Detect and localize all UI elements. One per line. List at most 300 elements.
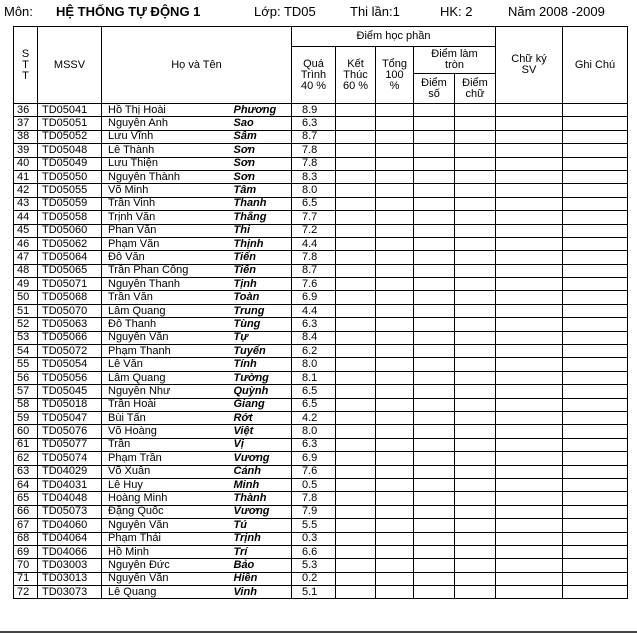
table-row bbox=[14, 572, 628, 585]
row-rounded-number bbox=[414, 104, 455, 117]
row-rounded-word bbox=[455, 572, 496, 585]
row-given-name: Quỳnh bbox=[232, 385, 292, 398]
row-signature bbox=[496, 278, 563, 291]
row-rounded-word bbox=[455, 358, 496, 371]
row-process-score: 8.1 bbox=[292, 371, 336, 384]
row-note bbox=[563, 157, 628, 170]
row-process-score: 4.4 bbox=[292, 237, 336, 250]
row-process-score: 6.3 bbox=[292, 117, 336, 130]
table-row bbox=[14, 264, 628, 277]
table-row bbox=[14, 318, 628, 331]
row-given-name: Minh bbox=[232, 478, 292, 491]
row-note bbox=[563, 345, 628, 358]
row-stt: 39 bbox=[14, 144, 38, 157]
row-note bbox=[563, 197, 628, 210]
row-given-name: Thịnh bbox=[232, 237, 292, 250]
row-rounded-word bbox=[455, 144, 496, 157]
row-final-score bbox=[336, 572, 376, 585]
row-mssv: TD05048 bbox=[38, 144, 102, 157]
row-signature bbox=[496, 411, 563, 424]
row-process-score: 8.0 bbox=[292, 425, 336, 438]
row-mssv: TD05064 bbox=[38, 251, 102, 264]
row-given-name: Vương bbox=[232, 452, 292, 465]
row-note bbox=[563, 478, 628, 491]
row-signature bbox=[496, 505, 563, 518]
row-given-name: Hiền bbox=[232, 572, 292, 585]
row-rounded-number bbox=[414, 144, 455, 157]
row-stt: 45 bbox=[14, 224, 38, 237]
row-total-score bbox=[376, 572, 414, 585]
row-note bbox=[563, 331, 628, 344]
col-process-header: Quá Trình 40 % bbox=[292, 47, 336, 104]
row-signature bbox=[496, 586, 563, 599]
row-surname: Lê Quang bbox=[102, 586, 232, 599]
row-rounded-number bbox=[414, 572, 455, 585]
row-mssv: TD03003 bbox=[38, 559, 102, 572]
row-mssv: TD05051 bbox=[38, 117, 102, 130]
row-rounded-word bbox=[455, 559, 496, 572]
row-rounded-word bbox=[455, 478, 496, 491]
table-row bbox=[14, 157, 628, 170]
row-rounded-word bbox=[455, 438, 496, 451]
row-signature bbox=[496, 170, 563, 183]
row-process-score: 6.5 bbox=[292, 197, 336, 210]
row-note bbox=[563, 519, 628, 532]
row-rounded-word bbox=[455, 586, 496, 599]
row-process-score: 8.9 bbox=[292, 104, 336, 117]
row-final-score bbox=[336, 545, 376, 558]
row-total-score bbox=[376, 264, 414, 277]
row-total-score bbox=[376, 318, 414, 331]
row-total-score bbox=[376, 170, 414, 183]
row-note bbox=[563, 425, 628, 438]
row-given-name: Sơn bbox=[232, 170, 292, 183]
row-rounded-number bbox=[414, 452, 455, 465]
row-signature bbox=[496, 452, 563, 465]
row-rounded-number bbox=[414, 345, 455, 358]
row-given-name: Sâm bbox=[232, 130, 292, 143]
row-signature bbox=[496, 398, 563, 411]
table-row bbox=[14, 331, 628, 344]
row-rounded-word bbox=[455, 345, 496, 358]
table-row bbox=[14, 559, 628, 572]
row-signature bbox=[496, 492, 563, 505]
row-total-score bbox=[376, 224, 414, 237]
row-mssv: TD05049 bbox=[38, 157, 102, 170]
exam-label: Thi lần:1 bbox=[350, 4, 400, 19]
col-rounded-number-header: Điểm số bbox=[414, 74, 455, 104]
row-rounded-word bbox=[455, 371, 496, 384]
row-process-score: 4.4 bbox=[292, 304, 336, 317]
row-total-score bbox=[376, 104, 414, 117]
row-stt: 47 bbox=[14, 251, 38, 264]
table-row bbox=[14, 371, 628, 384]
row-rounded-word bbox=[455, 170, 496, 183]
row-mssv: TD05045 bbox=[38, 385, 102, 398]
row-mssv: TD05059 bbox=[38, 197, 102, 210]
row-stt: 41 bbox=[14, 170, 38, 183]
row-mssv: TD04029 bbox=[38, 465, 102, 478]
row-stt: 62 bbox=[14, 452, 38, 465]
row-final-score bbox=[336, 117, 376, 130]
row-total-score bbox=[376, 197, 414, 210]
row-rounded-number bbox=[414, 532, 455, 545]
row-rounded-word bbox=[455, 505, 496, 518]
row-given-name: Tường bbox=[232, 371, 292, 384]
row-note bbox=[563, 318, 628, 331]
row-stt: 38 bbox=[14, 130, 38, 143]
row-note bbox=[563, 398, 628, 411]
row-total-score bbox=[376, 157, 414, 170]
row-total-score bbox=[376, 184, 414, 197]
row-surname: Hồ Minh bbox=[102, 545, 232, 558]
row-final-score bbox=[336, 224, 376, 237]
row-surname: Lê Huy bbox=[102, 478, 232, 491]
row-stt: 37 bbox=[14, 117, 38, 130]
row-given-name: Rớt bbox=[232, 411, 292, 424]
row-given-name: Thi bbox=[232, 224, 292, 237]
class-label: Lớp: TD05 bbox=[254, 4, 316, 19]
row-rounded-number bbox=[414, 157, 455, 170]
row-given-name: Tiến bbox=[232, 251, 292, 264]
row-final-score bbox=[336, 438, 376, 451]
row-given-name: Phương bbox=[232, 104, 292, 117]
row-surname: Đỗ Thanh bbox=[102, 318, 232, 331]
row-mssv: TD04031 bbox=[38, 478, 102, 491]
row-surname: Lâm Quang bbox=[102, 304, 232, 317]
table-row bbox=[14, 197, 628, 210]
row-mssv: TD05047 bbox=[38, 411, 102, 424]
row-signature bbox=[496, 425, 563, 438]
row-signature bbox=[496, 318, 563, 331]
row-mssv: TD05018 bbox=[38, 398, 102, 411]
row-total-score bbox=[376, 144, 414, 157]
row-note bbox=[563, 559, 628, 572]
row-rounded-number bbox=[414, 586, 455, 599]
row-rounded-number bbox=[414, 545, 455, 558]
row-surname: Phạm Văn bbox=[102, 237, 232, 250]
row-rounded-number bbox=[414, 398, 455, 411]
table-row bbox=[14, 104, 628, 117]
row-mssv: TD05058 bbox=[38, 211, 102, 224]
row-rounded-number bbox=[414, 411, 455, 424]
table-row bbox=[14, 438, 628, 451]
row-rounded-word bbox=[455, 237, 496, 250]
row-stt: 72 bbox=[14, 586, 38, 599]
row-process-score: 6.5 bbox=[292, 385, 336, 398]
row-signature bbox=[496, 304, 563, 317]
row-surname: Lưu Thiện bbox=[102, 157, 232, 170]
row-rounded-word bbox=[455, 130, 496, 143]
row-process-score: 7.8 bbox=[292, 251, 336, 264]
row-signature bbox=[496, 465, 563, 478]
row-mssv: TD05066 bbox=[38, 331, 102, 344]
table-row bbox=[14, 411, 628, 424]
semester-label: HK: 2 bbox=[440, 4, 473, 19]
row-stt: 56 bbox=[14, 371, 38, 384]
row-final-score bbox=[336, 478, 376, 491]
row-note bbox=[563, 211, 628, 224]
row-total-score bbox=[376, 117, 414, 130]
row-process-score: 8.0 bbox=[292, 184, 336, 197]
table-row bbox=[14, 170, 628, 183]
table-row bbox=[14, 144, 628, 157]
row-surname: Nguyễn Như bbox=[102, 385, 232, 398]
col-note-header: Ghi Chú bbox=[563, 27, 628, 104]
row-surname: Lưu Vĩnh bbox=[102, 130, 232, 143]
row-signature bbox=[496, 519, 563, 532]
row-process-score: 8.4 bbox=[292, 331, 336, 344]
row-surname: Nguyễn Văn bbox=[102, 519, 232, 532]
row-final-score bbox=[336, 559, 376, 572]
row-note bbox=[563, 144, 628, 157]
row-given-name: Vinh bbox=[232, 586, 292, 599]
row-mssv: TD04060 bbox=[38, 519, 102, 532]
row-signature bbox=[496, 104, 563, 117]
row-rounded-word bbox=[455, 157, 496, 170]
row-mssv: TD04064 bbox=[38, 532, 102, 545]
row-process-score: 8.0 bbox=[292, 358, 336, 371]
row-note bbox=[563, 291, 628, 304]
table-row bbox=[14, 425, 628, 438]
table-row bbox=[14, 492, 628, 505]
grade-table bbox=[13, 26, 628, 599]
col-rounded-group-header: Điểm làm tròn bbox=[414, 47, 496, 74]
row-note bbox=[563, 545, 628, 558]
row-signature bbox=[496, 264, 563, 277]
table-row bbox=[14, 385, 628, 398]
row-surname: Hồ Thị Hoài bbox=[102, 104, 232, 117]
row-given-name: Sơn bbox=[232, 157, 292, 170]
document-header bbox=[0, 0, 637, 24]
row-final-score bbox=[336, 532, 376, 545]
row-total-score bbox=[376, 452, 414, 465]
row-process-score: 7.6 bbox=[292, 278, 336, 291]
row-process-score: 8.7 bbox=[292, 130, 336, 143]
row-mssv: TD05070 bbox=[38, 304, 102, 317]
row-rounded-word bbox=[455, 385, 496, 398]
row-process-score: 7.9 bbox=[292, 505, 336, 518]
row-stt: 42 bbox=[14, 184, 38, 197]
row-note bbox=[563, 385, 628, 398]
row-surname: Phạm Thái bbox=[102, 532, 232, 545]
row-stt: 44 bbox=[14, 211, 38, 224]
row-note bbox=[563, 224, 628, 237]
row-surname: Nguyễn Thành bbox=[102, 170, 232, 183]
row-surname: Hoàng Minh bbox=[102, 492, 232, 505]
row-surname: Trần Phan Công bbox=[102, 264, 232, 277]
row-rounded-word bbox=[455, 117, 496, 130]
table-row bbox=[14, 345, 628, 358]
row-mssv: TD05041 bbox=[38, 104, 102, 117]
row-total-score bbox=[376, 492, 414, 505]
row-note bbox=[563, 117, 628, 130]
row-rounded-word bbox=[455, 197, 496, 210]
row-total-score bbox=[376, 211, 414, 224]
row-final-score bbox=[336, 505, 376, 518]
row-given-name: Tú bbox=[232, 519, 292, 532]
row-process-score: 7.8 bbox=[292, 144, 336, 157]
row-total-score bbox=[376, 532, 414, 545]
row-given-name: Vị bbox=[232, 438, 292, 451]
row-mssv: TD04066 bbox=[38, 545, 102, 558]
row-rounded-word bbox=[455, 224, 496, 237]
row-mssv: TD05062 bbox=[38, 237, 102, 250]
row-total-score bbox=[376, 345, 414, 358]
row-stt: 48 bbox=[14, 264, 38, 277]
row-mssv: TD05060 bbox=[38, 224, 102, 237]
row-final-score bbox=[336, 184, 376, 197]
row-rounded-number bbox=[414, 505, 455, 518]
row-signature bbox=[496, 197, 563, 210]
row-signature bbox=[496, 291, 563, 304]
row-signature bbox=[496, 117, 563, 130]
row-process-score: 6.5 bbox=[292, 398, 336, 411]
row-final-score bbox=[336, 144, 376, 157]
row-surname: Trần Văn bbox=[102, 291, 232, 304]
row-surname: Trịnh Văn bbox=[102, 211, 232, 224]
row-total-score bbox=[376, 545, 414, 558]
row-note bbox=[563, 371, 628, 384]
row-note bbox=[563, 264, 628, 277]
row-note bbox=[563, 532, 628, 545]
row-surname: Nguyễn Đức bbox=[102, 559, 232, 572]
col-mssv-header: MSSV bbox=[38, 27, 102, 104]
row-final-score bbox=[336, 278, 376, 291]
row-surname: Đặng Quốc bbox=[102, 505, 232, 518]
row-rounded-number bbox=[414, 371, 455, 384]
row-final-score bbox=[336, 251, 376, 264]
row-process-score: 0.5 bbox=[292, 478, 336, 491]
row-total-score bbox=[376, 291, 414, 304]
row-final-score bbox=[336, 411, 376, 424]
row-process-score: 6.9 bbox=[292, 452, 336, 465]
col-final-header: Kết Thúc 60 % bbox=[336, 47, 376, 104]
row-stt: 71 bbox=[14, 572, 38, 585]
col-rounded-word-header: Điểm chữ bbox=[455, 74, 496, 104]
table-row bbox=[14, 586, 628, 599]
row-surname: Nguyễn Anh bbox=[102, 117, 232, 130]
row-rounded-word bbox=[455, 519, 496, 532]
row-process-score: 5.1 bbox=[292, 586, 336, 599]
row-mssv: TD05063 bbox=[38, 318, 102, 331]
row-rounded-word bbox=[455, 318, 496, 331]
row-process-score: 6.3 bbox=[292, 318, 336, 331]
row-stt: 67 bbox=[14, 519, 38, 532]
row-stt: 60 bbox=[14, 425, 38, 438]
row-given-name: Việt bbox=[232, 425, 292, 438]
row-surname: Lê Thành bbox=[102, 144, 232, 157]
row-rounded-number bbox=[414, 385, 455, 398]
row-rounded-number bbox=[414, 519, 455, 532]
row-mssv: TD05074 bbox=[38, 452, 102, 465]
row-rounded-word bbox=[455, 452, 496, 465]
subject-name: HỆ THỐNG TỰ ĐỘNG 1 bbox=[56, 4, 201, 19]
year-label: Năm 2008 -2009 bbox=[508, 4, 605, 19]
row-stt: 69 bbox=[14, 545, 38, 558]
row-signature bbox=[496, 532, 563, 545]
row-final-score bbox=[336, 385, 376, 398]
row-final-score bbox=[336, 331, 376, 344]
row-note bbox=[563, 251, 628, 264]
row-stt: 68 bbox=[14, 532, 38, 545]
row-note bbox=[563, 170, 628, 183]
row-signature bbox=[496, 184, 563, 197]
row-given-name: Thắng bbox=[232, 211, 292, 224]
table-row bbox=[14, 117, 628, 130]
row-note bbox=[563, 586, 628, 599]
row-given-name: Toàn bbox=[232, 291, 292, 304]
row-surname: Võ Minh bbox=[102, 184, 232, 197]
row-rounded-word bbox=[455, 465, 496, 478]
table-row bbox=[14, 224, 628, 237]
table-row bbox=[14, 211, 628, 224]
row-mssv: TD05050 bbox=[38, 170, 102, 183]
row-total-score bbox=[376, 278, 414, 291]
row-process-score: 6.3 bbox=[292, 438, 336, 451]
row-total-score bbox=[376, 331, 414, 344]
row-final-score bbox=[336, 304, 376, 317]
row-stt: 57 bbox=[14, 385, 38, 398]
row-stt: 70 bbox=[14, 559, 38, 572]
row-process-score: 7.6 bbox=[292, 465, 336, 478]
table-row bbox=[14, 130, 628, 143]
row-signature bbox=[496, 438, 563, 451]
row-given-name: Cảnh bbox=[232, 465, 292, 478]
row-given-name: Tiến bbox=[232, 264, 292, 277]
row-rounded-number bbox=[414, 492, 455, 505]
row-note bbox=[563, 572, 628, 585]
row-signature bbox=[496, 371, 563, 384]
row-process-score: 0.2 bbox=[292, 572, 336, 585]
row-rounded-word bbox=[455, 411, 496, 424]
row-signature bbox=[496, 358, 563, 371]
row-rounded-number bbox=[414, 264, 455, 277]
table-row bbox=[14, 291, 628, 304]
row-rounded-word bbox=[455, 398, 496, 411]
row-mssv: TD05052 bbox=[38, 130, 102, 143]
row-total-score bbox=[376, 519, 414, 532]
row-rounded-number bbox=[414, 237, 455, 250]
row-given-name: Thanh bbox=[232, 197, 292, 210]
row-final-score bbox=[336, 130, 376, 143]
row-mssv: TD03013 bbox=[38, 572, 102, 585]
row-rounded-number bbox=[414, 184, 455, 197]
row-process-score: 7.2 bbox=[292, 224, 336, 237]
table-row bbox=[14, 251, 628, 264]
row-surname: Phan Văn bbox=[102, 224, 232, 237]
row-rounded-number bbox=[414, 438, 455, 451]
row-final-score bbox=[336, 291, 376, 304]
row-final-score bbox=[336, 318, 376, 331]
row-stt: 63 bbox=[14, 465, 38, 478]
row-rounded-number bbox=[414, 331, 455, 344]
row-stt: 59 bbox=[14, 411, 38, 424]
row-given-name: Tuyến bbox=[232, 345, 292, 358]
row-stt: 40 bbox=[14, 157, 38, 170]
row-given-name: Trịnh bbox=[232, 532, 292, 545]
row-rounded-number bbox=[414, 130, 455, 143]
col-scores-group-header: Điểm học phần bbox=[292, 27, 496, 47]
row-stt: 61 bbox=[14, 438, 38, 451]
row-total-score bbox=[376, 358, 414, 371]
row-surname: Nguyễn Văn bbox=[102, 331, 232, 344]
row-surname: Nguyễn Văn bbox=[102, 572, 232, 585]
row-note bbox=[563, 438, 628, 451]
subject-label: Môn: bbox=[4, 4, 33, 19]
row-note bbox=[563, 304, 628, 317]
row-given-name: Bảo bbox=[232, 559, 292, 572]
